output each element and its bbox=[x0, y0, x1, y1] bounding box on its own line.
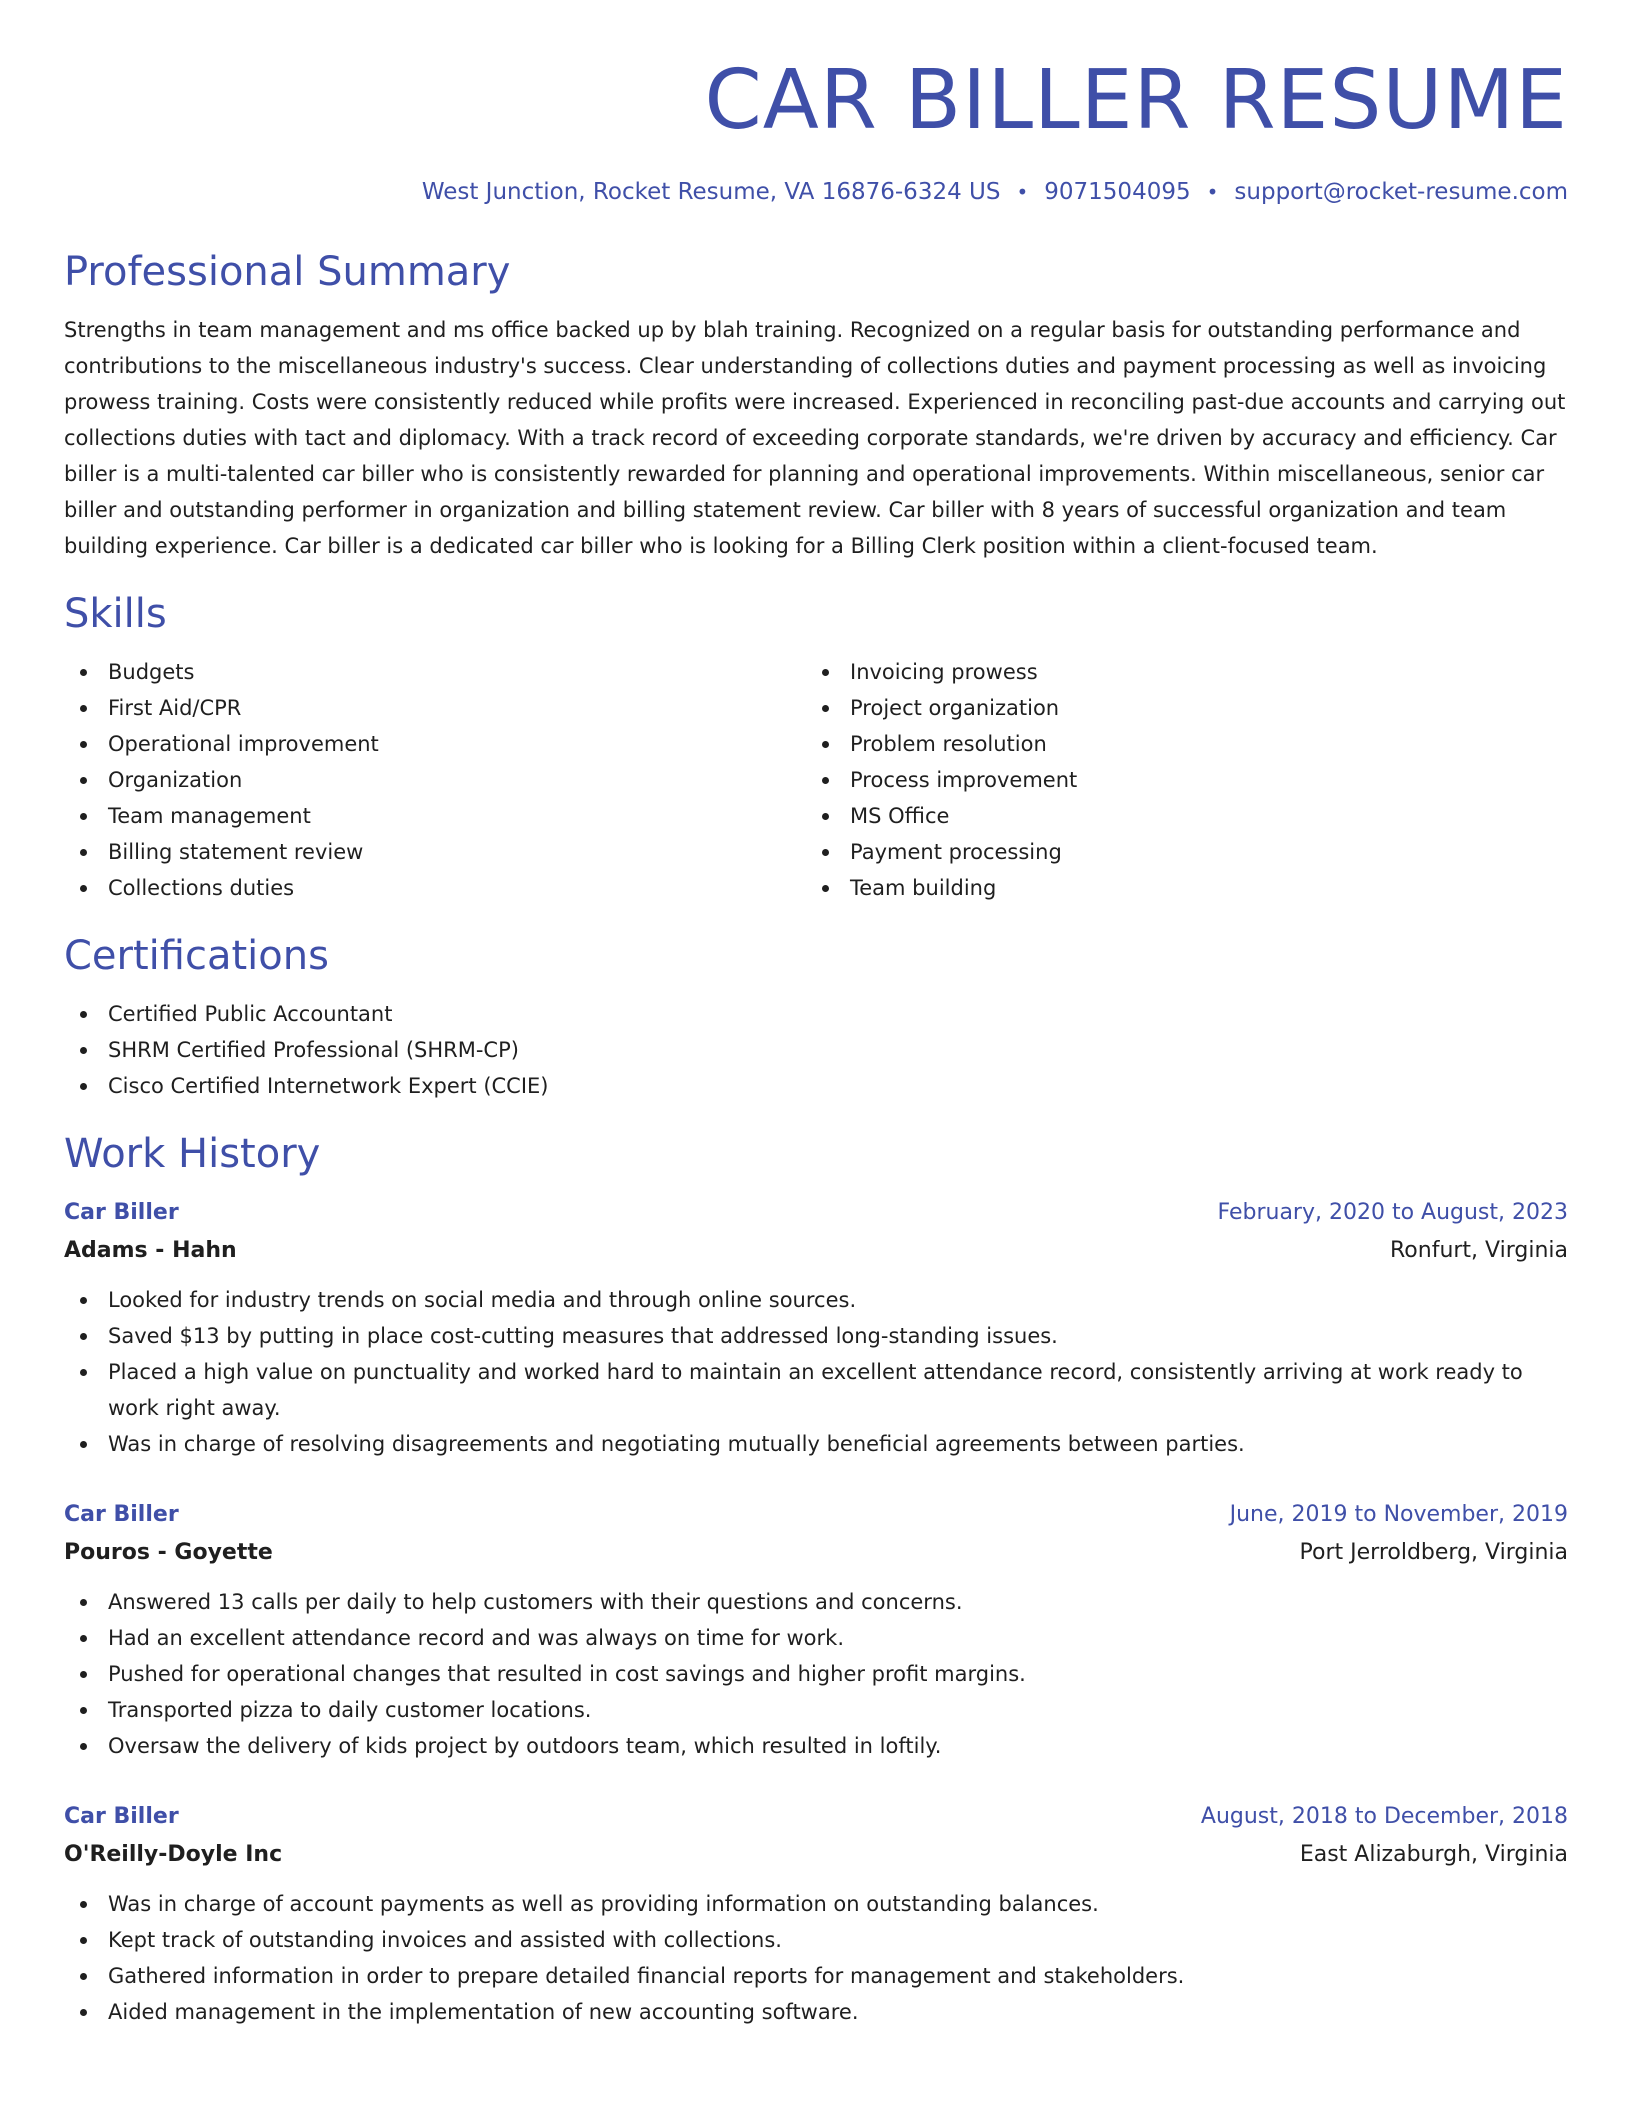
section-title-skills: Skills bbox=[64, 591, 167, 638]
job-bullet: Gathered information in order to prepare detailed financial reports for management and stakeholders. bbox=[64, 1958, 1568, 1994]
skills-list-left bbox=[64, 654, 806, 906]
skill-item: Team management bbox=[64, 798, 806, 834]
contact-line bbox=[64, 178, 1568, 208]
job-company: Pouros - Goyette bbox=[64, 1540, 273, 1566]
summary-text: Strengths in team management and ms office backed up by blah training. Recognized on a regular basis for outstanding performance and contributions to the miscellaneous industry's success. Clear understanding of collections duties and payment processing as well as invoicing prowess training. Costs were consistently reduced while profits were increased. Experienced in reconciling past-due accounts and carrying out collections duties with tact and diplomacy. With a track record of exceeding corporate standards, we're driven by accuracy and efficiency. Car biller is a multi-talented car biller who is consistently rewarded for planning and operational improvements. Within miscellaneous, senior car biller and outstanding performer in organization and billing statement review. Car biller with 8 years of successful organization and team building experience. Car biller is a dedicated car biller who is looking for a Billing Clerk position within a client-focused team. bbox=[64, 318, 1566, 559]
job-bullet: Aided management in the implementation of new accounting software. bbox=[64, 1994, 1568, 2030]
skills-grid bbox=[64, 654, 1568, 906]
skill-item: Process improvement bbox=[806, 762, 1548, 798]
skills-list-right bbox=[806, 654, 1548, 906]
contact-separator: • bbox=[1206, 180, 1219, 205]
job-bullet: Pushed for operational changes that resulted in cost savings and higher profit margins. bbox=[64, 1656, 1568, 1692]
job-title: Car Biller bbox=[64, 1200, 179, 1226]
job-company: O'Reilly-Doyle Inc bbox=[64, 1842, 283, 1868]
job-bullets bbox=[64, 1584, 1568, 1764]
section-title-summary: Professional Summary bbox=[64, 249, 511, 296]
job-bullet: Placed a high value on punctuality and worked hard to maintain an excellent attendance record, consistently arriving at work ready to work right away. bbox=[64, 1354, 1568, 1426]
job-bullet: Was in charge of account payments as well as providing information on outstanding balances. bbox=[64, 1886, 1568, 1922]
job-dates: June, 2019 to November, 2019 bbox=[1229, 1502, 1568, 1528]
contact-address: West Junction, Rocket Resume, VA 16876-6324 US bbox=[421, 179, 1001, 206]
job-bullet: Was in charge of resolving disagreements and negotiating mutually beneficial agreements between parties. bbox=[64, 1426, 1568, 1462]
job-location: Port Jerroldberg, Virginia bbox=[1299, 1540, 1568, 1566]
skill-item: Operational improvement bbox=[64, 726, 806, 762]
job-dates: August, 2018 to December, 2018 bbox=[1200, 1804, 1568, 1830]
section-title-work-history: Work History bbox=[64, 1131, 321, 1178]
certification-item: Certified Public Accountant bbox=[64, 996, 1568, 1032]
skill-item: Team building bbox=[806, 870, 1548, 906]
job-entry bbox=[64, 1496, 1568, 1764]
job-bullets bbox=[64, 1282, 1568, 1462]
resume-page bbox=[64, 40, 1568, 2064]
job-location: Ronfurt, Virginia bbox=[1390, 1238, 1568, 1264]
skill-item: Billing statement review bbox=[64, 834, 806, 870]
job-bullet: Oversaw the delivery of kids project by outdoors team, which resulted in loftily. bbox=[64, 1728, 1568, 1764]
job-location: East Alizaburgh, Virginia bbox=[1299, 1842, 1568, 1868]
skill-item: Organization bbox=[64, 762, 806, 798]
job-bullet: Transported pizza to daily customer locations. bbox=[64, 1692, 1568, 1728]
section-title-certifications: Certifications bbox=[64, 933, 329, 980]
skill-item: First Aid/CPR bbox=[64, 690, 806, 726]
skill-item: Budgets bbox=[64, 654, 806, 690]
job-bullet: Kept track of outstanding invoices and assisted with collections. bbox=[64, 1922, 1568, 1958]
contact-separator: • bbox=[1016, 180, 1029, 205]
skill-item: Project organization bbox=[806, 690, 1548, 726]
contact-phone: 9071504095 bbox=[1044, 179, 1191, 206]
resume-title: CAR BILLER RESUME bbox=[704, 53, 1568, 148]
skill-item: Problem resolution bbox=[806, 726, 1548, 762]
job-title: Car Biller bbox=[64, 1502, 179, 1528]
job-entry bbox=[64, 1798, 1568, 2030]
job-dates: February, 2020 to August, 2023 bbox=[1217, 1200, 1568, 1226]
certification-item: SHRM Certified Professional (SHRM-CP) bbox=[64, 1032, 1568, 1068]
job-bullet: Looked for industry trends on social media and through online sources. bbox=[64, 1282, 1568, 1318]
certifications-list bbox=[64, 996, 1568, 1104]
job-title: Car Biller bbox=[64, 1804, 179, 1830]
job-company: Adams - Hahn bbox=[64, 1238, 237, 1264]
job-entry bbox=[64, 1194, 1568, 1462]
skill-item: Payment processing bbox=[806, 834, 1548, 870]
job-bullet: Had an excellent attendance record and was always on time for work. bbox=[64, 1620, 1568, 1656]
skill-item: Invoicing prowess bbox=[806, 654, 1548, 690]
skill-item: MS Office bbox=[806, 798, 1548, 834]
contact-email[interactable]: support@rocket-resume.com bbox=[1234, 179, 1568, 206]
job-bullet: Answered 13 calls per daily to help customers with their questions and concerns. bbox=[64, 1584, 1568, 1620]
job-bullets bbox=[64, 1886, 1568, 2030]
certification-item: Cisco Certified Internetwork Expert (CCIE) bbox=[64, 1068, 1568, 1104]
skill-item: Collections duties bbox=[64, 870, 806, 906]
job-bullet: Saved $13 by putting in place cost-cutting measures that addressed long-standing issues. bbox=[64, 1318, 1568, 1354]
